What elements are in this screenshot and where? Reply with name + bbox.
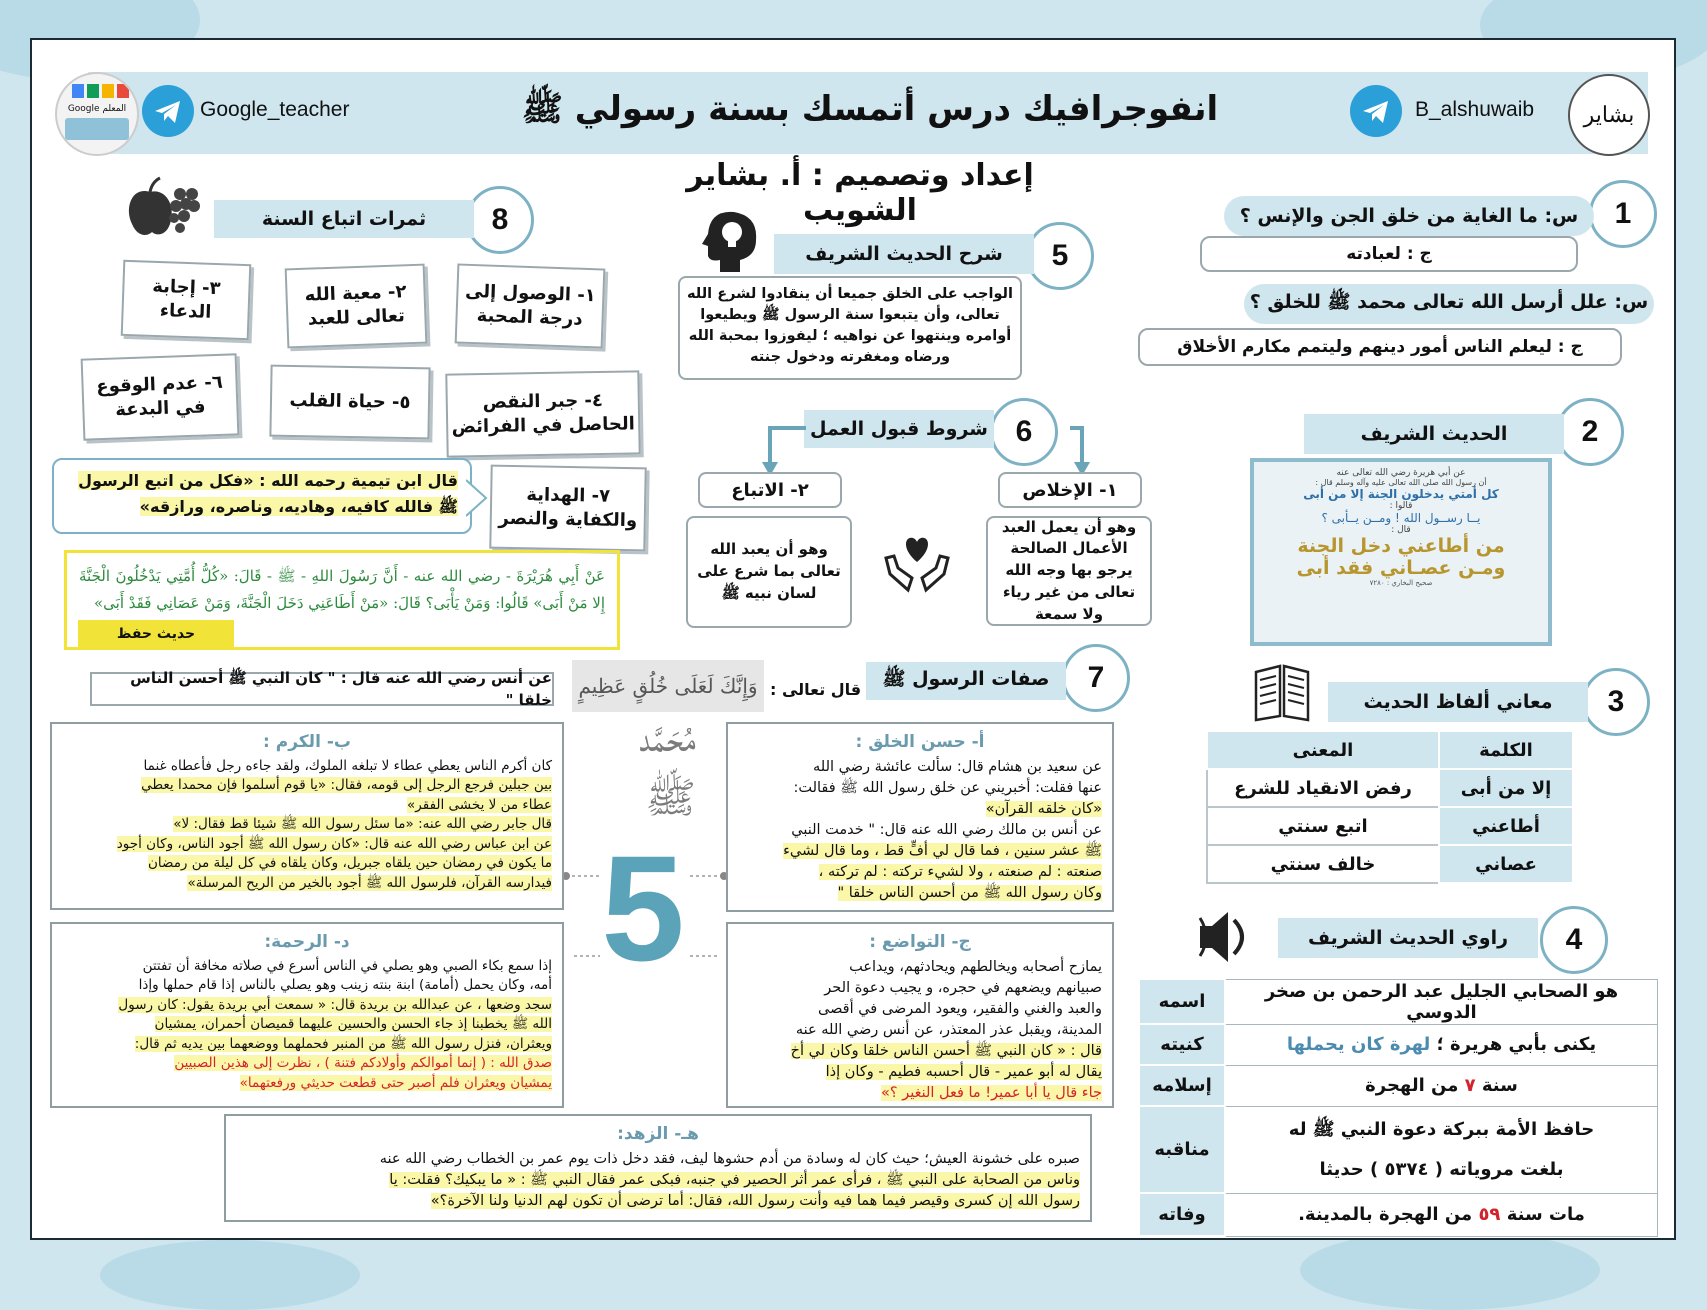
trait-good-character: أ- حسن الخلق : عن سعيد بن هشام قال: سألت عائشة رضي الله عنها فقلت: أخبريني عن خلق رسول الله ﷺ فقالت: «كان خلقه القرآن» عن أنس بن مالك رضي الله عنه قال: " خدمت النبي ﷺ عشر سنين ، فما قال لي أفٍّ قط ، وما قال لشيء صنعته : لم صنعته ، ولا لشيء تركته : لم تركته ، وكان رسول الله ﷺ من أحسن الناس خلقا " [726,722,1114,912]
fruit-card: ٧- الهداية والكفاية والنصر [489,465,646,552]
table-cell-word: إلا من أبى [1439,769,1573,807]
question-1: س: ما الغاية من خلق الجن والإنس ؟ [1224,196,1594,236]
narrator-kunya: يكنى بأبي هريرة ؛ لهرة كان يحملها [1225,1024,1658,1065]
trait-humility: ج- التواضع : يمازح أصحابه ويخالطهم ويحادثهم، ويداعب صبيانهم ويضعهم في حجره، و يجيب دعوة الحر والعبد والغني والفقير، ويعود المرضى في أقصى المدينة، ويقبل عذر المعتذر، عن أنس رضي الله عنه قال : « كان النبي ﷺ أحسن الناس خلقا وكان لي أخ يقال له أبو عمير - قال أحسبه فطيم - وكان إذا جاء قال يا أبا عمير! ما فعل النغير ؟» [726,922,1114,1108]
narrator-label: مناقبه [1139,1106,1225,1193]
table-cell-meaning: رفض الانقياد للشرع [1207,769,1439,807]
section-7-title: صفات الرسول ﷺ [866,662,1066,700]
branch-arrows [760,418,1120,478]
narrator-table [1138,978,1658,1237]
section-number-8: 8 [466,186,534,254]
muhammad-calligraphy: مُحَمَّد ﷺ [639,712,696,822]
narrator-islam-year: سنة ٧ من الهجرة [1225,1065,1658,1106]
section-number-2: 2 [1556,398,1624,466]
section-number-1: 1 [1589,180,1657,248]
condition-ikhlas-body: وهو أن يعمل العبد الأعمال الصالحة يرجو بها وجه الله تعالى من غير رياء ولا سمعة [986,516,1152,626]
author-logo: بشاير [1568,74,1650,156]
section-3-title: معاني ألفاظ الحديث [1328,682,1588,722]
narrator-label: وفاته [1139,1193,1225,1236]
section-number-5: 5 [1026,222,1094,290]
condition-ikhlas-title: ١- الإخلاص [998,472,1142,508]
author-credit: إعداد وتصميم : أ. بشاير الشويب [686,158,1034,228]
telegram-account-right[interactable]: B_alshuwaib [1415,98,1535,121]
answer-2: ج : ليعلم الناس أمور دينهم وليتمم مكارم الأخلاق [1138,328,1622,366]
narrator-name: هو الصحابي الجليل عبد الرحمن بن صخر الدوسي [1225,979,1658,1024]
quote-pointer [466,478,488,518]
column-header-meaning: المعنى [1207,731,1439,769]
speaker-icon [1190,902,1270,972]
fruit-card: ٣- إجابة الدعاء [121,260,252,340]
memorize-hadith-box: عَنْ أَبِي هُرَيْرَةَ - رضي الله عنه - أَنَّ رَسُولَ اللهِ - ﷺ - قَالَ: «كُلُّ أُمَّتِي يَدْخُلُونَ الْجَنَّةَ إِلا مَنْ أَبَى» قَالُوا: وَمَنْ يَأْبَى؟ قَالَ: «مَنْ أَطَاعَنِي دَخَلَ الْجَنَّةَ، وَمَنْ عَصَانِي فَقَدْ أَبَى» [64,550,620,650]
fruit-card: ٦- عدم الوقوع في البدعة [81,353,240,440]
fruit-card: ٢- معية الله تعالى للعبد [285,264,428,349]
verse-prefix: قال تعالى : [770,680,862,699]
ibn-taymiyyah-quote: قال ابن تيمية رحمه الله : «فكل من اتبع الرسول ﷺ فالله كافيه، وهاديه، وناصره، ورازقه» [52,458,472,534]
fruits-icon [122,174,202,242]
section-2-title: الحديث الشريف [1304,414,1564,454]
narrator-virtues: حافظ الأمة ببركة دعوة النبي ﷺ له بلغت مروياته ( ٥٣٧٤ ) حديثا [1225,1106,1658,1193]
trait-mercy: د- الرحمة: إذا سمع بكاء الصبي وهو يصلي في الناس أسرع في صلاته مخافة أن تفتتن أمه، وكان يحمل (أمامة) ابنة بنته زينب وهو يصلي بالناس إذا قام حملها وإذا سجد وضعها ، عن عبدالله بن بريدة قال: « سمعت أبي بريدة يقول: كان رسول الله ﷺ يخطبنا إذ جاء الحسن والحسين عليهما قميصان أحمران، يمشيان ويعثران، فنزل رسول الله ﷺ من المنبر فحملهما ووضعهما بين يديه ثم قال: صدق الله : ( إنما أموالكم وأولادكم فتنة ) ، نظرت إلى هذين الصبيين يمشيان ويعثران فلم أصبر حتى قطعت حديثي ورفعتهما» [50,922,564,1108]
table-cell-word: عصاني [1439,845,1573,883]
question-2: س: علل أرسل الله تعالى محمد ﷺ للخلق ؟ [1244,284,1654,324]
telegram-icon[interactable] [142,85,194,137]
table-cell-meaning: خالف سنتي [1207,845,1439,883]
bg-shape [100,1240,360,1310]
fruit-card: ٥- حياة القلب [269,365,430,440]
narrator-label: اسمه [1139,979,1225,1024]
head-lightbulb-icon [700,204,764,274]
section-number-4: 4 [1540,906,1608,974]
hadith-image: عن أبي هريرة رضي الله تعالى عنه أن رسول الله صلى الله تعالى عليه وآله وسلم قال : كل أمتي يدخلون الجنة إلا من أبى قالوا : يــا رســول الله ! ومــن يــأبى ؟ قال : من أطاعني دخل الجنة ومـن عصـاني فقد أبى صحيح البخاري : ٧٢٨٠ [1250,458,1552,646]
section-5-title: شرح الحديث الشريف [774,234,1034,274]
hadith-explanation: الواجب على الخلق جميعا أن ينقادوا لشرع الله تعالى، وأن يتبعوا سنة الرسول ﷺ ويطيعوا أوامره وينتهوا عن نواهيه ؛ ليفوزوا بمحبة الله ورضاه ومغفرته ودخول جنته [678,276,1022,380]
anas-hadith: عن أنس رضي الله عنه قال : " كان النبي ﷺ أحسن الناس خلقا " [90,672,554,706]
telegram-account-left[interactable]: Google_teacher [200,98,350,121]
fruit-card: ١- الوصول إلى درجة المحبة [455,263,606,348]
verse-calligraphy: وَإِنَّكَ لَعَلَى خُلُقٍ عَظِيمٍ [572,660,764,712]
google-teacher-logo: المعلم Google [55,72,139,156]
trait-generosity: ب- الكرم : كان أكرم الناس يعطي عطاء لا تبلغه الملوك، ولقد جاءه رجل فأعطاه غنما بين جبلين فرجع الرجل إلى قومه، فقال: «يا قوم أسلموا فإن محمدا يعطي عطاء من لا يخشى الفقر» قال جابر رضي الله عنه: «ما سئل رسول الله ﷺ شيئا قط فقال: لا» عن ابن عباس رضي الله عنه قال: «كان رسول الله ﷺ أجود الناس، وكان أجود ما يكون في رمضان حين يلقاه جبريل، وكان يلقاه في كل ليلة من رمضان فيدارسه القرآن، فلرسول الله ﷺ أجود بالخير من الريح المرسلة» [50,722,564,910]
section-number-3: 3 [1582,668,1650,736]
trait-asceticism: هـ- الزهد: صبره على خشونة العيش؛ حيث كان له وسادة من أدم حشوها ليف، فقد دخل ذات يوم عمر بن الخطاب رضي الله عنه وناس من الصحابة على النبي ﷺ ، فرأى عمر أثر الحصير في جنبه، فبكى عمر فقال النبي ﷺ : « ما يبكيك؟ فقلت: يا رسول الله إن كسرى وقيصر فيما هما فيه وأنت رسول الله، فقال: أما ترضى أن تكون لهم الدنيا ولنا الآخرة؟» [224,1114,1092,1222]
bg-shape [1300,1230,1600,1310]
section-6-title: شروط قبول العمل [804,410,994,448]
column-header-word: الكلمة [1439,731,1573,769]
answer-1: ج : لعبادته [1200,236,1578,272]
memorize-label: حديث حفظ [78,620,234,648]
section-8-title: ثمرات اتباع السنة [214,200,474,238]
condition-ittiba-title: ٢- الاتباع [698,472,842,508]
narrator-label: كنيته [1139,1024,1225,1065]
big-number-five: 5 [601,824,685,992]
narrator-label: إسلامه [1139,1065,1225,1106]
connector-lines [560,860,730,960]
section-4-title: راوي الحديث الشريف [1278,918,1538,958]
page-title: انفوجرافيك درس أتمسك بسنة رسولي ﷺ [521,89,1219,129]
fruit-card: ٤- جبر النقص الحاصل في الفرائض [445,370,640,457]
book-icon [1252,660,1312,722]
telegram-icon[interactable] [1350,85,1402,137]
section-number-7: 7 [1062,644,1130,712]
table-cell-word: أطاعني [1439,807,1573,845]
section-number-6: 6 [990,398,1058,466]
narrator-death: مات سنة ٥٩ من الهجرة بالمدينة. [1225,1193,1658,1236]
condition-ittiba-body: وهو أن يعبد الله تعالى بما شرع على لسان نبيه ﷺ [686,516,852,628]
word-meanings-table [1206,730,1574,884]
heart-hands-icon [882,530,952,596]
table-cell-meaning: اتبع سنتي [1207,807,1439,845]
